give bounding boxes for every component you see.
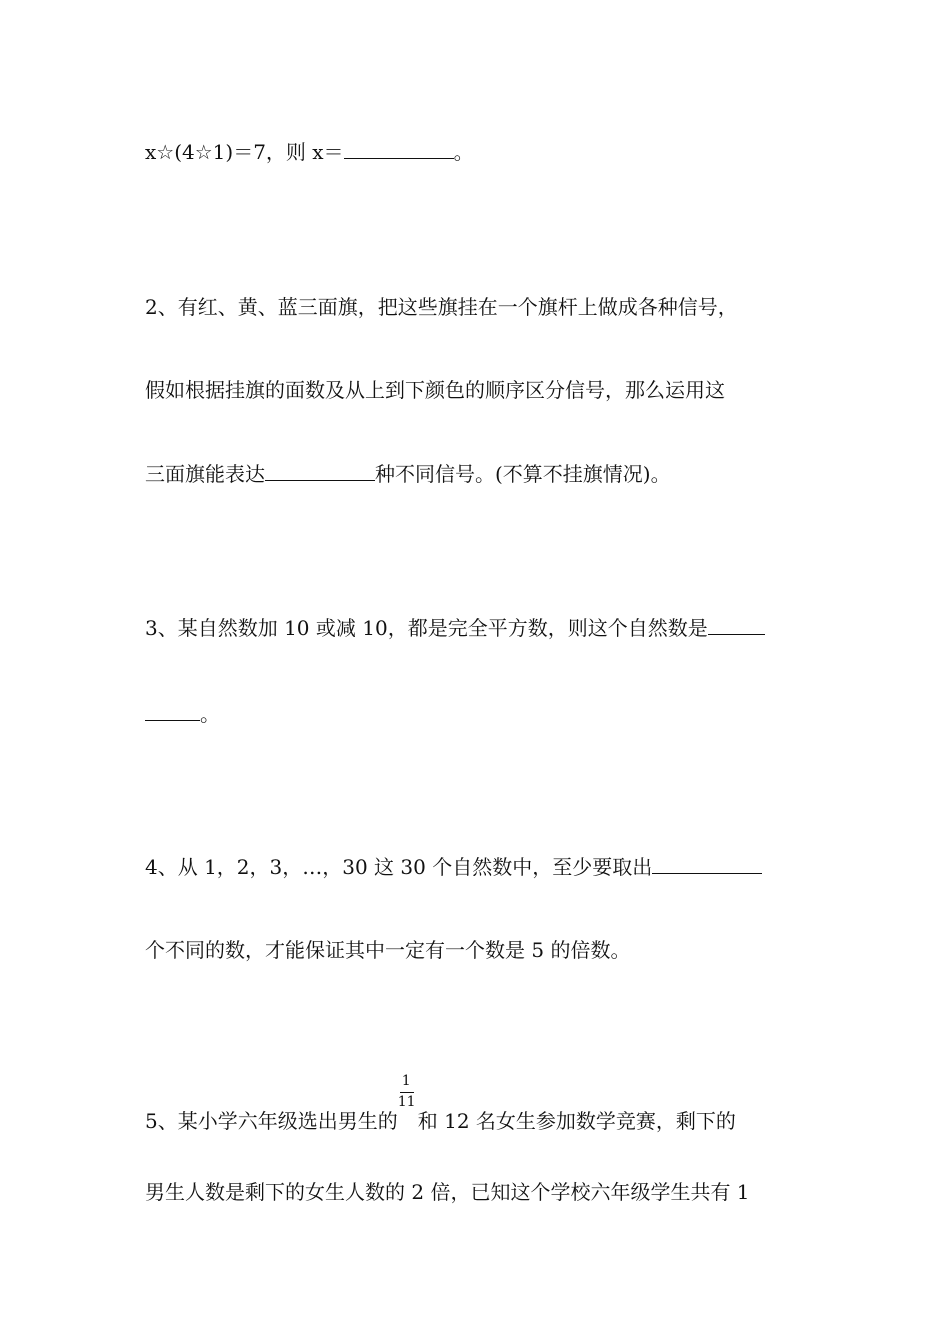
q2-answer-blank[interactable] (265, 462, 375, 481)
q4-text: 4、从 1，2，3，…，30 这 30 个自然数中，至少要取出 (145, 855, 653, 879)
q5-text-before-fraction: 5、某小学六年级选出男生的 (145, 1109, 398, 1133)
q2-line-2: 假如根据挂旗的面数及从上到下颜色的顺序区分信号，那么运用这 (145, 378, 725, 402)
q1-answer-blank[interactable] (344, 140, 454, 159)
q4-line-1 (145, 855, 762, 879)
q2-text-after-blank: 种不同信号。(不算不挂旗情况)。 (375, 462, 671, 486)
q3-answer-blank-part-1[interactable] (708, 616, 765, 635)
q3-text: 3、某自然数加 10 或减 10，都是完全平方数，则这个自然数是 (145, 616, 708, 640)
q1-text: x☆(4☆1)＝7，则 x＝ (145, 140, 344, 164)
q5-line-1 (145, 1073, 736, 1133)
q3-line-2 (145, 702, 220, 726)
q4-line-2: 个不同的数，才能保证其中一定有一个数是 5 的倍数。 (145, 938, 631, 962)
q3-period: 。 (200, 702, 220, 726)
q5-line-2: 男生人数是剩下的女生人数的 2 倍，已知这个学校六年级学生共有 1 (145, 1180, 750, 1204)
fraction-denominator: 11 (397, 1094, 416, 1110)
q2-line-3 (145, 462, 671, 486)
q3-answer-blank-part-2[interactable] (145, 702, 200, 721)
q1-period: 。 (453, 140, 474, 164)
q1-line-1 (145, 140, 474, 164)
fraction-one-eleventh (397, 1073, 418, 1128)
q3-line-1 (145, 616, 765, 640)
q2-text-before-blank: 三面旗能表达 (145, 462, 265, 486)
q2-line-1: 2、有红、黄、蓝三面旗，把这些旗挂在一个旗杆上做成各种信号， (145, 295, 738, 319)
fraction-bar (400, 1092, 414, 1093)
q5-text-after-fraction: 和 12 名女生参加数学竞赛，剩下的 (417, 1109, 736, 1133)
fraction-numerator: 1 (401, 1073, 411, 1089)
q4-answer-blank[interactable] (652, 855, 762, 874)
